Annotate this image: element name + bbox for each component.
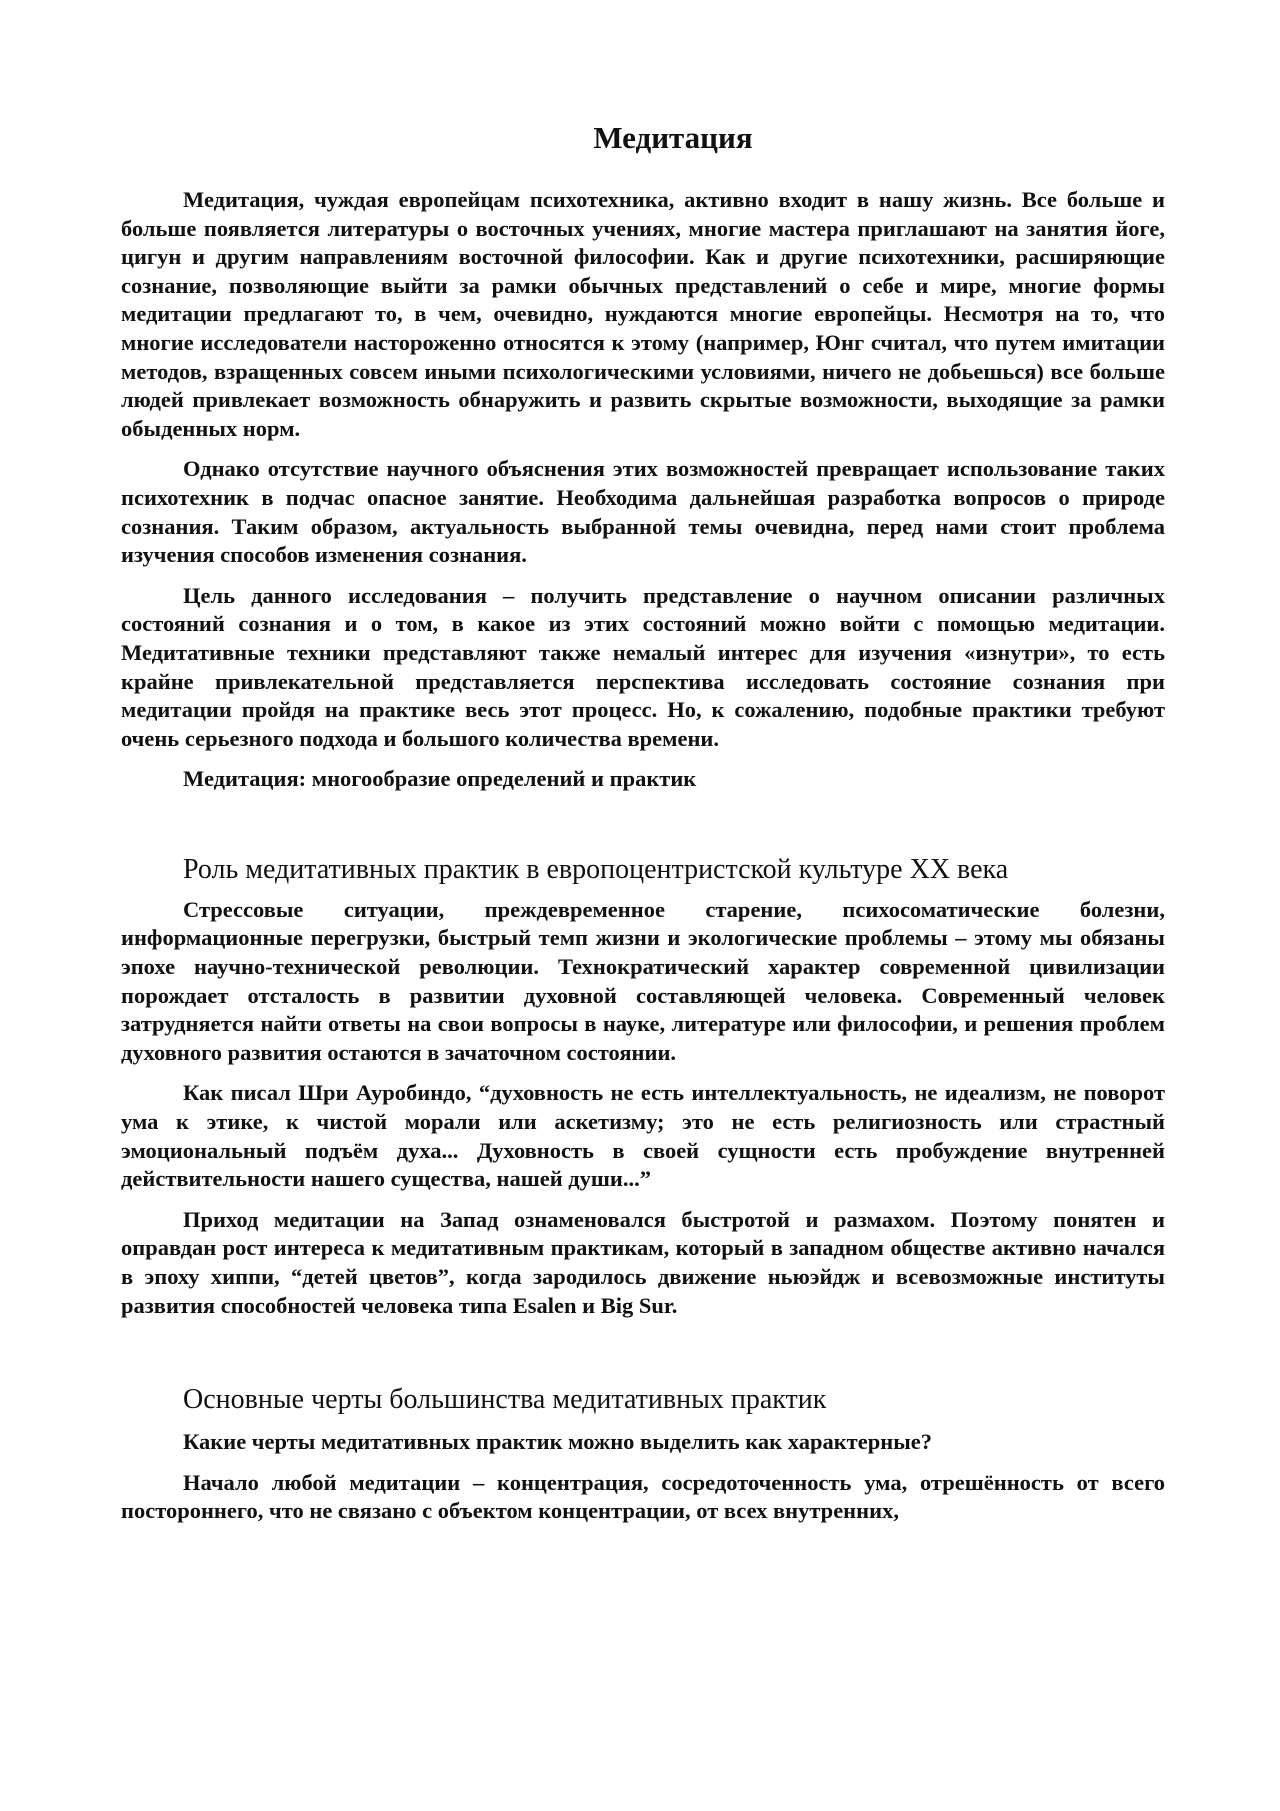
section-1-paragraph-1: Стрессовые ситуации, преждевременное старение, психосоматические болезни, информационные перегрузки, быстрый темп жизни и экологические проблемы – этому мы обязаны эпохе научно-технической революции. Технократический характер современной цивилизации порождает отсталость в развитии духовной составляющей человека. Современный человек затрудняется найти ответы на свои вопросы в науке, литературе или философии, и решения проблем духовного развития остаются в зачаточном состоянии.	[121, 896, 1165, 1065]
section-2-paragraph-1: Начало любой медитации – концентрация, сосредоточенность ума, отрешённость от всего постороннего, что не связано с объектом концентрации, от всех внутренних,	[121, 1469, 1165, 1524]
intro-paragraph-1: Медитация, чуждая европейцам психотехника, активно входит в нашу жизнь. Все больше и больше появляется литературы о восточных учениях, многие мастера приглашают на занятия йоге, цигун и другим направлениям восточной философии. Как и другие психотехники, расширяющие сознание, позволяющие выйти за рамки обычных представлений о себе и мире, многие формы медитации предлагают то, в чем, очевидно, нуждаются многие европейцы. Несмотря на то, что многие исследователи настороженно относятся к этому (например, Юнг считал, что путем имитации методов, взращенных совсем иными психологическими условиями, ничего не добьешься) все больше людей привлекает возможность обнаружить и развить скрытые возможности, выходящие за рамки обыденных норм.	[121, 187, 1165, 441]
section-2-question: Какие черты медитативных практик можно выделить как характерные?	[183, 1429, 933, 1455]
section-1-paragraph-3: Приход медитации на Запад ознаменовался быстротой и размахом. Поэтому понятен и оправдан рост интереса к медитативным практикам, который в западном обществе активно начался в эпоху хиппи, “детей цветов”, когда зародилось движение ньюэйдж и всевозможные институты развития способностей человека типа Esalen и Big Sur.	[121, 1206, 1165, 1318]
document-body	[121, 118, 1165, 1538]
section-1-heading: Роль медитативных практик в европоцентристской культуре XX века	[183, 853, 1009, 885]
intro-paragraph-2: Однако отсутствие научного объяснения этих возможностей превращает использование таких психотехник в подчас опасное занятие. Необходима дальнейшая разработка вопросов о природе сознания. Таким образом, актуальность выбранной темы очевидна, перед нами стоит проблема изучения способов изменения сознания.	[121, 456, 1165, 568]
section-1-paragraph-2: Как писал Шри Ауробиндо, “духовность не есть интеллектуальность, не идеализм, не поворот ума к этике, к чистой морали или аскетизму; это не есть религиозность или страстный эмоциональный подъём духа... Духовность в своей сущности есть пробуждение внутренней действительности нашего существа, нашей души...”	[121, 1080, 1165, 1192]
intro-subheading: Медитация: многообразие определений и практик	[183, 766, 697, 792]
document-title: Медитация	[593, 120, 753, 155]
section-2-heading: Основные черты большинства медитативных практик	[183, 1384, 827, 1416]
intro-paragraph-3: Цель данного исследования – получить представление о научном описании различных состояний сознания и о том, в какое из этих состояний можно войти с помощью медитации. Медитативные техники представляют также немалый интерес для изучения «изнутри», то есть крайне привлекательной представляется перспектива исследовать состояние сознания при медитации пройдя на практике весь этот процесс. Но, к сожалению, подобные практики требуют очень серьезного подхода и большого количества времени.	[121, 582, 1165, 751]
